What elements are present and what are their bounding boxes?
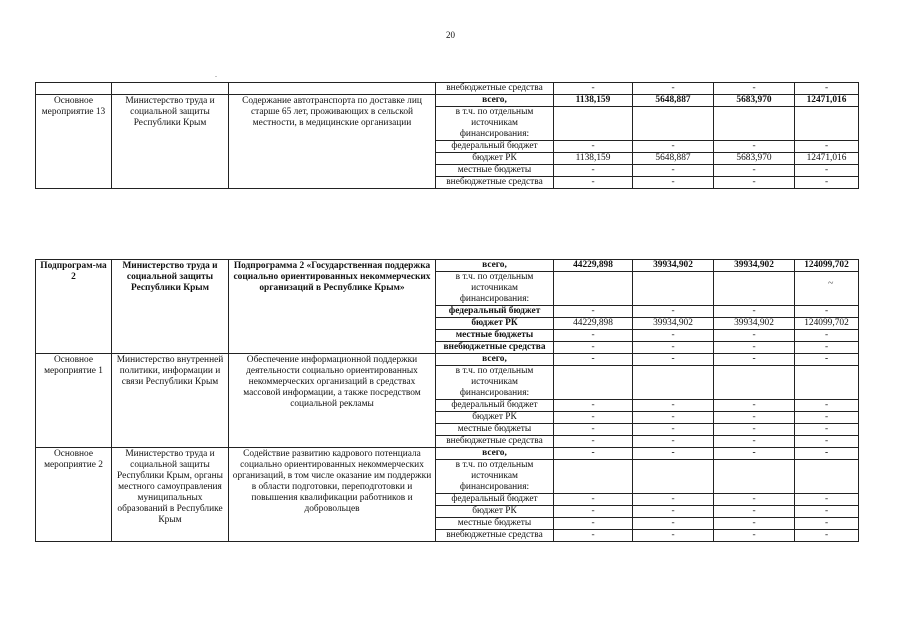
value-cell [633, 272, 714, 306]
value-cell: 1138,159 [554, 95, 633, 107]
source-cell: внебюджетные средства [436, 177, 554, 189]
source-cell: федеральный бюджет [436, 400, 554, 412]
value-cell: - [714, 306, 795, 318]
value-cell: - [554, 354, 633, 366]
value-cell: - [714, 424, 795, 436]
value-cell: - [714, 400, 795, 412]
subprogram-executor: Министерство труда и социальной защиты Республики Крым [112, 260, 229, 354]
value-cell: - [554, 530, 633, 542]
value-cell: - [554, 141, 633, 153]
value-cell: - [714, 354, 795, 366]
value-cell: - [633, 530, 714, 542]
value-cell: - [554, 330, 633, 342]
value-cell [714, 366, 795, 400]
value-cell: - [633, 424, 714, 436]
value-cell: - [633, 518, 714, 530]
value-cell: 5648,887 [633, 95, 714, 107]
value-cell: - [795, 354, 859, 366]
value-cell: - [554, 506, 633, 518]
source-cell: всего, [436, 448, 554, 460]
source-cell: бюджет РК [436, 153, 554, 165]
value-cell [795, 107, 859, 141]
value-cell: - [554, 83, 633, 95]
table-row [36, 95, 859, 107]
value-cell: - [554, 165, 633, 177]
value-cell: - [795, 424, 859, 436]
source-cell: в т.ч. по отдельным источникам финансирования: [436, 366, 554, 400]
source-cell: бюджет РК [436, 506, 554, 518]
empty-cell [229, 83, 436, 95]
value-cell: - [795, 165, 859, 177]
source-cell: местные бюджеты [436, 518, 554, 530]
value-cell: - [795, 342, 859, 354]
value-cell: - [795, 412, 859, 424]
value-cell: - [633, 306, 714, 318]
empty-cell [36, 83, 112, 95]
subprogram-name: Подпрограмма 2 «Государственная поддержка социально ориентированных некоммерческих организаций в Республике Крым» [229, 260, 436, 354]
value-cell: - [554, 436, 633, 448]
source-cell: местные бюджеты [436, 424, 554, 436]
value-cell: - [714, 436, 795, 448]
value-cell: 5683,970 [714, 95, 795, 107]
value-cell: - [795, 518, 859, 530]
source-cell: местные бюджеты [436, 330, 554, 342]
value-cell: - [633, 506, 714, 518]
measure-code: Основное мероприятие 2 [36, 448, 112, 542]
value-cell: - [554, 400, 633, 412]
value-cell [795, 272, 859, 306]
value-cell: 5648,887 [633, 153, 714, 165]
source-cell: федеральный бюджет [436, 141, 554, 153]
value-cell: 44229,898 [554, 318, 633, 330]
value-cell: - [714, 330, 795, 342]
value-cell: - [714, 506, 795, 518]
value-cell: - [795, 494, 859, 506]
value-cell [714, 460, 795, 494]
value-cell: 12471,016 [795, 153, 859, 165]
value-cell: - [554, 412, 633, 424]
value-cell: 39934,902 [633, 318, 714, 330]
value-cell [795, 366, 859, 400]
value-cell: - [633, 165, 714, 177]
value-cell: - [633, 83, 714, 95]
value-cell: - [633, 342, 714, 354]
value-cell [554, 366, 633, 400]
subprogram-code: Подпрограм-ма 2 [36, 260, 112, 354]
page-number: 20 [446, 30, 455, 40]
value-cell: - [714, 342, 795, 354]
value-cell [554, 272, 633, 306]
value-cell: - [633, 448, 714, 460]
value-cell: - [795, 141, 859, 153]
value-cell: - [714, 530, 795, 542]
measure-name: Обеспечение информационной поддержки деятельности социально ориентированных некоммерческих организаций в средствах массовой информации, а также посредством социальной рекламы [229, 354, 436, 448]
scan-speck: . [215, 70, 217, 79]
value-cell [633, 366, 714, 400]
value-cell: - [795, 530, 859, 542]
value-cell: - [795, 436, 859, 448]
funding-table-1 [35, 82, 859, 189]
value-cell: 12471,016 [795, 95, 859, 107]
value-cell: 39934,902 [714, 318, 795, 330]
value-cell [714, 272, 795, 306]
source-cell: всего, [436, 354, 554, 366]
table-row [36, 354, 859, 366]
value-cell: - [795, 177, 859, 189]
value-cell: - [633, 494, 714, 506]
value-cell: - [633, 330, 714, 342]
source-cell: внебюджетные средства [436, 436, 554, 448]
source-cell: в т.ч. по отдельным источникам финансирования: [436, 460, 554, 494]
measure-name: Содержание автотранспорта по доставке лиц старше 65 лет, проживающих в сельской местности, в медицинские организации [229, 95, 436, 189]
source-cell: всего, [436, 260, 554, 272]
value-cell: - [714, 494, 795, 506]
value-cell: - [633, 412, 714, 424]
value-cell [554, 107, 633, 141]
value-cell: - [714, 412, 795, 424]
measure-executor: Министерство внутренней политики, информации и связи Республики Крым [112, 354, 229, 448]
value-cell: - [633, 400, 714, 412]
value-cell: - [795, 448, 859, 460]
value-cell: - [633, 436, 714, 448]
value-cell: - [714, 165, 795, 177]
value-cell: 124099,702 [795, 318, 859, 330]
value-cell: - [554, 518, 633, 530]
source-cell: внебюджетные средства [436, 530, 554, 542]
value-cell [714, 107, 795, 141]
value-cell: - [795, 400, 859, 412]
source-cell: в т.ч. по отдельным источникам финансирования: [436, 272, 554, 306]
handwritten-tilde-mark: ~ [828, 278, 834, 289]
source-cell: федеральный бюджет [436, 306, 554, 318]
value-cell: 5683,970 [714, 153, 795, 165]
value-cell [633, 107, 714, 141]
value-cell: - [714, 448, 795, 460]
measure-executor: Министерство труда и социальной защиты Республики Крым [112, 95, 229, 189]
value-cell: - [633, 354, 714, 366]
value-cell: 39934,902 [633, 260, 714, 272]
source-cell: бюджет РК [436, 318, 554, 330]
value-cell: - [554, 342, 633, 354]
funding-table-2 [35, 259, 859, 542]
value-cell: - [714, 177, 795, 189]
empty-cell [112, 83, 229, 95]
source-cell: федеральный бюджет [436, 494, 554, 506]
measure-code: Основное мероприятие 13 [36, 95, 112, 189]
table-row [36, 448, 859, 460]
source-cell: местные бюджеты [436, 165, 554, 177]
value-cell: - [795, 506, 859, 518]
value-cell: 44229,898 [554, 260, 633, 272]
value-cell: - [554, 448, 633, 460]
table-row [36, 260, 859, 272]
source-cell: бюджет РК [436, 412, 554, 424]
measure-name: Содействие развитию кадрового потенциала социально ориентированных некоммерческих организаций, в том числе оказание им поддержки в области подготовки, переподготовки и повышения квалификации работников и добровольцев [229, 448, 436, 542]
value-cell: - [554, 424, 633, 436]
value-cell [554, 460, 633, 494]
value-cell: - [554, 177, 633, 189]
value-cell: 124099,702 [795, 260, 859, 272]
source-cell: всего, [436, 95, 554, 107]
value-cell: - [554, 494, 633, 506]
value-cell [633, 460, 714, 494]
value-cell: 1138,159 [554, 153, 633, 165]
value-cell: - [633, 141, 714, 153]
value-cell: - [795, 330, 859, 342]
value-cell: - [714, 518, 795, 530]
value-cell: - [554, 306, 633, 318]
source-cell: внебюджетные средства [436, 83, 554, 95]
source-cell: в т.ч. по отдельным источникам финансирования: [436, 107, 554, 141]
value-cell: - [795, 306, 859, 318]
value-cell: - [795, 83, 859, 95]
value-cell: 39934,902 [714, 260, 795, 272]
source-cell: внебюджетные средства [436, 342, 554, 354]
measure-code: Основное мероприятие 1 [36, 354, 112, 448]
value-cell: - [714, 83, 795, 95]
measure-executor: Министерство труда и социальной защиты Республики Крым, органы местного самоуправления муниципальных образований в Республике Крым [112, 448, 229, 542]
value-cell: - [633, 177, 714, 189]
value-cell [795, 460, 859, 494]
table-row [36, 83, 859, 95]
value-cell: - [714, 141, 795, 153]
